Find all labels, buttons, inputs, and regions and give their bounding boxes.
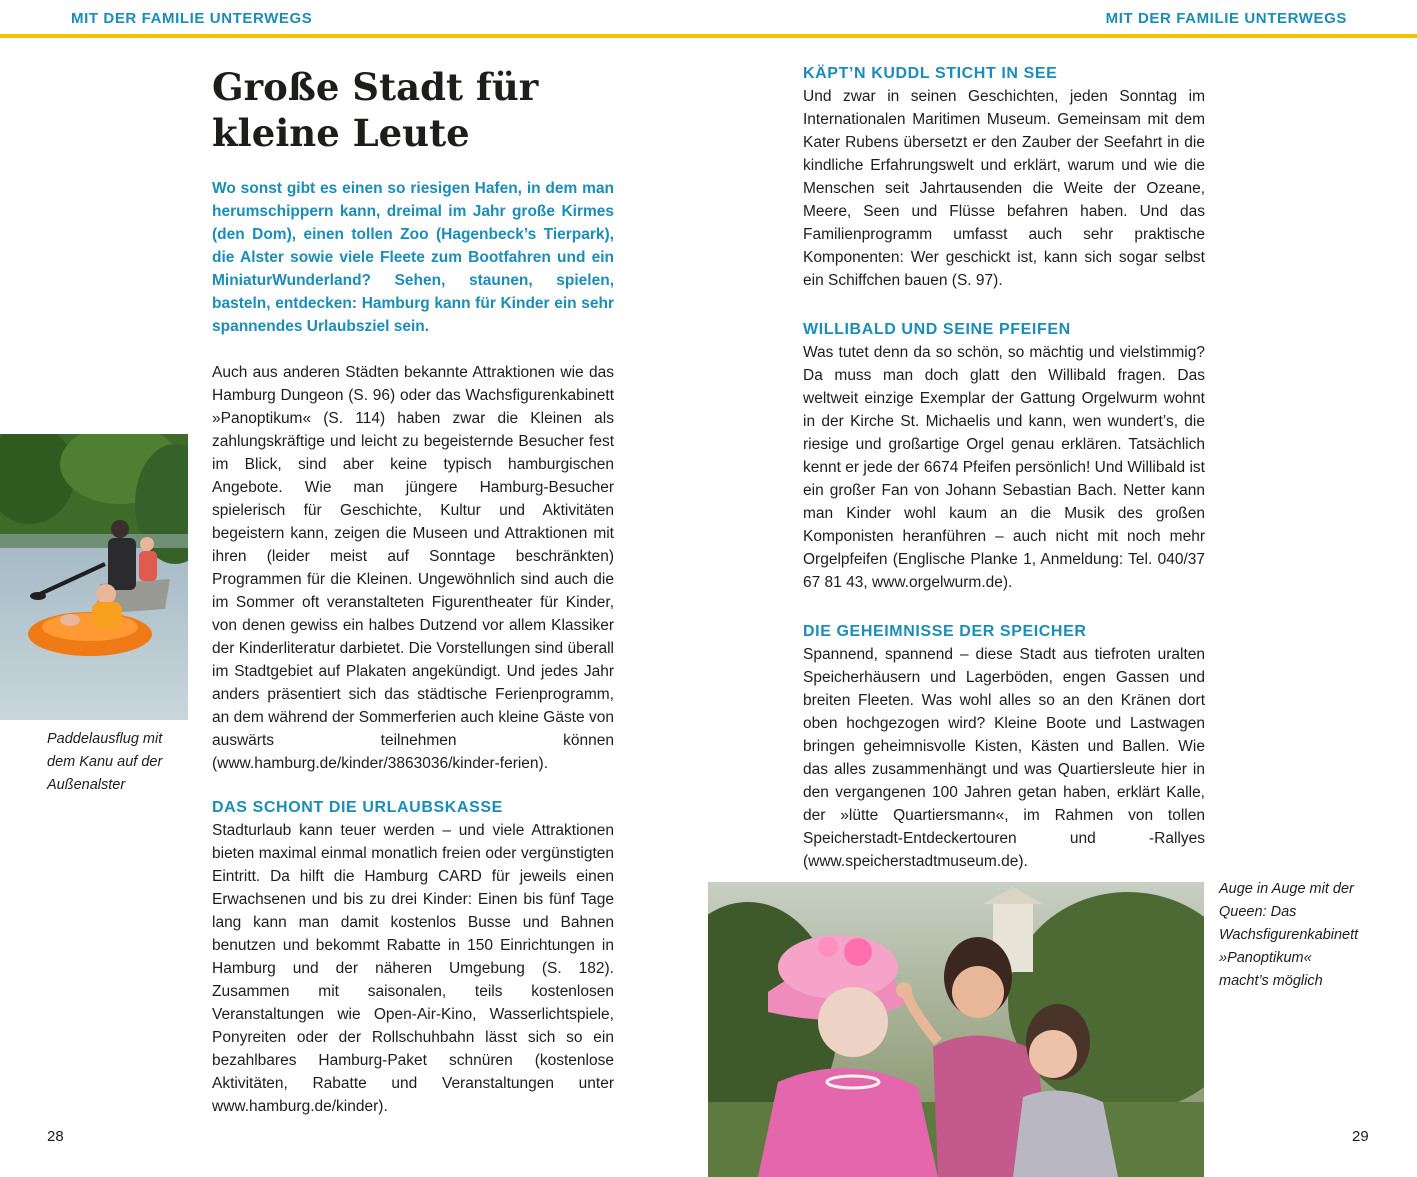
page-title <box>212 64 612 156</box>
header-rule <box>0 34 1417 38</box>
left-body-column <box>212 361 614 775</box>
section-body-urlaubskasse: Stadturlaub kann teuer werden – und viele Attraktionen bieten maximal einmal monatlich freien oder vergünstigten Eintritt. Da hilft die Hamburg CARD für jeweils einen Erwachsenen und bis zu drei Kinder: Einen bis fünf Tage lang kann man damit kostenlos Busse und Bahnen benutzen und bekommt Rabatte in 150 Einrichtungen in Hamburg und der näheren Umgebung (S. 182). Zusammen mit saisonalen, teils kostenlosen Veranstaltungen wie Open-Air-Kino, Wasserlichtspiele, Ponyreiten oder der Rollschuhbahn lässt sich so ein bezahlbares Hamburg-Paket schnüren (kostenlose Aktivitäten, Rabatte und Veranstaltungen unter www.hamburg.de/kinder). <box>212 822 614 1115</box>
section-heading-willibald: WILLIBALD UND SEINE PFEIFEN <box>803 321 1071 338</box>
page-number-left: 28 <box>47 1128 64 1145</box>
section-heading-urlaubskasse: DAS SCHONT DIE URLAUBSKASSE <box>212 799 503 816</box>
page-number-right: 29 <box>1352 1128 1369 1145</box>
running-header-right: MIT DER FAMILIE UNTERWEGS <box>1105 10 1347 27</box>
title-line-1: Große Stadt für <box>212 65 539 109</box>
section-heading-speicher: DIE GEHEIMNISSE DER SPEICHER <box>803 623 1087 640</box>
right-column <box>803 62 1205 873</box>
body-paragraph: Auch aus anderen Städten bekannte Attraktionen wie das Hamburg Dungeon (S. 96) oder das Wachsfigurenkabinett »Panoptikum« (S. 114) haben zwar die Kleinen als zahlungskräftige und leicht zu begeisternde Besucher fest im Blick, sind aber keine typisch hamburgischen Angebote. Wie man jüngere Hamburg-Besucher spielerisch für Geschichte, Kultur und Aktivitäten begeistern kann, zeigen die Museen und Attraktionen mit ihren (leider meist auf Sonntage beschränkten) Programmen für die Kleinen. Ungewöhnlich sind auch die im Sommer oft veranstalteten Figurentheater für Kinder, von denen gewiss ein halbes Dutzend vor allem Klassiker der Kinderliteratur darbietet. Die Vorstellungen sind überall im Stadtgebiet auf Plakaten angekündigt. Und jedes Jahr anders präsentiert sich das städtische Ferienprogramm, an dem während der Sommerferien auch kleine Gäste von auswärts teilnehmen können (www.hamburg.de/kinder/3863036/kinder-ferien). <box>212 364 614 772</box>
queen-caption: Auge in Auge mit der Queen: Das Wachsfigurenkabinett »Panoptikum« macht’s möglich <box>1219 881 1359 989</box>
title-line-2: kleine Leute <box>212 111 470 155</box>
section-heading-kuddl: KÄPT’N KUDDL STICHT IN SEE <box>803 65 1058 82</box>
section-body-willibald: Was tutet denn da so schön, so mächtig und vielstimmig? Da muss man doch glatt den Willibald fragen. Das weltweit einzige Exemplar der Gattung Orgelwurm wohnt in der Kirche St. Michaelis und kann, wen wundert’s, die riesige und großartige Orgel genau erklären. Tatsächlich kennt er jede der 6674 Pfeifen persönlich! Und Willibald ist ein großer Fan von Johann Sebastian Bach. Netter kann man Kinder wohl kaum an die Musik des großen Komponisten heranführen – auch nicht mit noch mehr Orgelpfeifen (Englische Planke 1, Anmeldung: Tel. 040/37 67 81 43, www.orgelwurm.de). <box>803 344 1205 591</box>
canoe-caption: Paddelausflug mit dem Kanu auf der Außenalster <box>47 731 163 793</box>
queen-waxwork-photo <box>708 882 1204 1177</box>
running-header-left: MIT DER FAMILIE UNTERWEGS <box>71 10 313 27</box>
intro-paragraph: Wo sonst gibt es einen so riesigen Hafen, in dem man herumschippern kann, dreimal im Jahr große Kirmes (den Dom), einen tollen Zoo (Hagenbeck’s Tierpark), die Alster sowie viele Fleete zum Bootfahren und ein MiniaturWunderland? Sehen, staunen, spielen, basteln, entdecken: Hamburg kann für Kinder ein sehr spannendes Urlaubsziel sein. <box>212 180 614 335</box>
section-body-speicher: Spannend, spannend – diese Stadt aus tiefroten uralten Speicherhäusern und Lagerböden, engen Gassen und breiten Fleeten. Was wohl alles so an den Kränen dort oben hochgezogen wird? Kleine Boote und Lastwagen bringen geheimnisvolle Kisten, Kästen und Ballen. Wie das alles zusammenhängt und was Quartiersleute hier in den vergangenen 100 Jahren getan haben, erklärt Kalle, der »lütte Quartiersmann«, im Rahmen von tollen Speicherstadt-Entdeckertouren und -Rallyes (www.speicherstadtmuseum.de). <box>803 646 1205 870</box>
section-body-kuddl: Und zwar in seinen Geschichten, jeden Sonntag im Internationalen Maritimen Museum. Gemeinsam mit dem Kater Rubens übersetzt er den Zauber der Seefahrt in die kindliche Erfahrungswelt und erklärt, warum und wie die Menschen seit Jahrtausenden die Weite der Ozeane, Meere, Seen und Flüsse befahren haben. Und das Familienprogramm umfasst auch sehr praktische Komponenten: Wer geschickt ist, kann sich sogar selbst ein Schiffchen bauen (S. 97). <box>803 88 1205 289</box>
canoe-photo <box>0 434 188 720</box>
left-section <box>212 796 614 1118</box>
